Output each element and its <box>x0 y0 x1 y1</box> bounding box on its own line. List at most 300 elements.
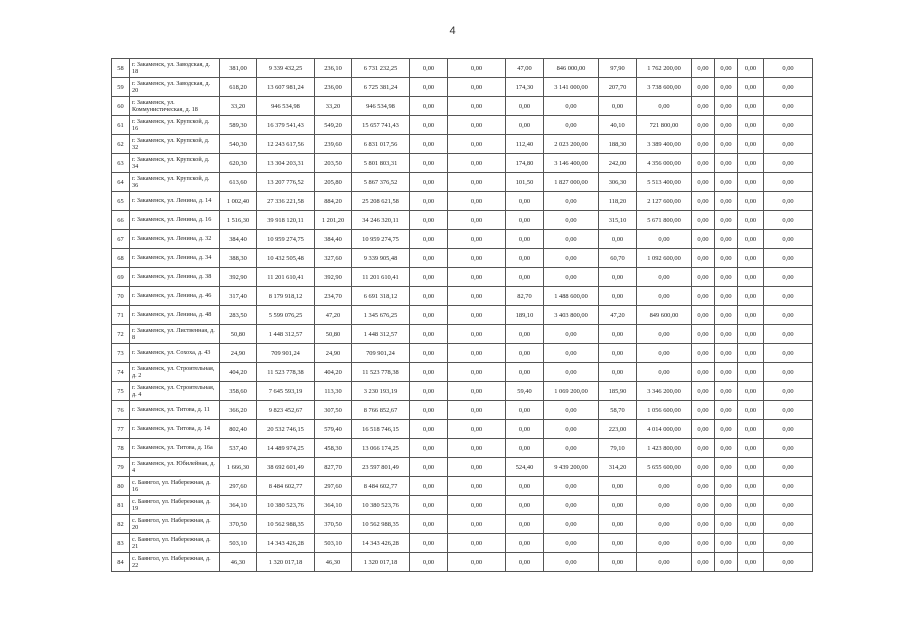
total-area-cell: 297,60 <box>220 477 257 496</box>
row-number-cell: 66 <box>112 211 130 230</box>
area-4-cell: 0,00 <box>599 534 637 553</box>
row-number-cell: 73 <box>112 344 130 363</box>
cost-1-cell: 13 066 174,25 <box>352 439 410 458</box>
row-number-cell: 69 <box>112 268 130 287</box>
cost-4-cell: 0,00 <box>637 325 692 344</box>
area-2-cell: 0,00 <box>410 230 448 249</box>
table-row <box>112 420 813 439</box>
value-11-cell: 0,00 <box>692 515 715 534</box>
value-14-cell: 0,00 <box>764 420 813 439</box>
value-12-cell: 0,00 <box>715 268 738 287</box>
row-number-cell: 82 <box>112 515 130 534</box>
value-11-cell: 0,00 <box>692 477 715 496</box>
cost-4-cell: 3 738 600,00 <box>637 78 692 97</box>
area-3-cell: 174,80 <box>506 154 544 173</box>
area-4-cell: 97,90 <box>599 59 637 78</box>
area-2-cell: 0,00 <box>410 173 448 192</box>
total-cost-cell: 946 534,98 <box>257 97 315 116</box>
value-13-cell: 0,00 <box>738 344 764 363</box>
table-row <box>112 249 813 268</box>
cost-4-cell: 1 056 600,00 <box>637 401 692 420</box>
table-row <box>112 135 813 154</box>
area-4-cell: 0,00 <box>599 344 637 363</box>
cost-4-cell: 0,00 <box>637 363 692 382</box>
value-12-cell: 0,00 <box>715 97 738 116</box>
total-cost-cell: 11 201 610,41 <box>257 268 315 287</box>
cost-4-cell: 5 671 800,00 <box>637 211 692 230</box>
cost-1-cell: 8 484 602,77 <box>352 477 410 496</box>
cost-1-cell: 6 831 017,56 <box>352 135 410 154</box>
area-3-cell: 0,00 <box>506 477 544 496</box>
area-1-cell: 327,60 <box>315 249 352 268</box>
cost-2-cell: 0,00 <box>448 135 506 154</box>
row-number-cell: 58 <box>112 59 130 78</box>
value-12-cell: 0,00 <box>715 344 738 363</box>
table-row <box>112 515 813 534</box>
value-11-cell: 0,00 <box>692 268 715 287</box>
area-4-cell: 185,90 <box>599 382 637 401</box>
row-number-cell: 65 <box>112 192 130 211</box>
cost-2-cell: 0,00 <box>448 230 506 249</box>
value-14-cell: 0,00 <box>764 439 813 458</box>
value-14-cell: 0,00 <box>764 477 813 496</box>
address-cell: г. Закаменск, ул. Лиственная, д. 8 <box>130 325 220 344</box>
total-cost-cell: 20 532 746,15 <box>257 420 315 439</box>
table-row <box>112 325 813 344</box>
value-14-cell: 0,00 <box>764 553 813 572</box>
cost-1-cell: 23 597 801,49 <box>352 458 410 477</box>
cost-4-cell: 5 655 600,00 <box>637 458 692 477</box>
value-14-cell: 0,00 <box>764 401 813 420</box>
total-cost-cell: 1 320 017,18 <box>257 553 315 572</box>
value-12-cell: 0,00 <box>715 230 738 249</box>
total-cost-cell: 14 343 426,28 <box>257 534 315 553</box>
area-2-cell: 0,00 <box>410 97 448 116</box>
address-cell: с. Баянгол, ул. Набережная, д. 22 <box>130 553 220 572</box>
value-12-cell: 0,00 <box>715 59 738 78</box>
total-cost-cell: 14 489 974,25 <box>257 439 315 458</box>
cost-2-cell: 0,00 <box>448 382 506 401</box>
area-2-cell: 0,00 <box>410 553 448 572</box>
total-cost-cell: 8 179 918,12 <box>257 287 315 306</box>
area-4-cell: 207,70 <box>599 78 637 97</box>
cost-2-cell: 0,00 <box>448 173 506 192</box>
value-11-cell: 0,00 <box>692 59 715 78</box>
cost-1-cell: 1 448 312,57 <box>352 325 410 344</box>
cost-3-cell: 0,00 <box>544 534 599 553</box>
total-cost-cell: 13 304 203,31 <box>257 154 315 173</box>
total-area-cell: 366,20 <box>220 401 257 420</box>
cost-4-cell: 3 346 200,00 <box>637 382 692 401</box>
row-number-cell: 62 <box>112 135 130 154</box>
cost-2-cell: 0,00 <box>448 211 506 230</box>
cost-4-cell: 0,00 <box>637 496 692 515</box>
row-number-cell: 70 <box>112 287 130 306</box>
cost-1-cell: 10 380 523,76 <box>352 496 410 515</box>
cost-4-cell: 1 762 200,00 <box>637 59 692 78</box>
value-12-cell: 0,00 <box>715 477 738 496</box>
area-1-cell: 827,70 <box>315 458 352 477</box>
value-13-cell: 0,00 <box>738 173 764 192</box>
total-cost-cell: 38 692 601,49 <box>257 458 315 477</box>
cost-3-cell: 0,00 <box>544 553 599 572</box>
area-3-cell: 0,00 <box>506 515 544 534</box>
address-cell: г. Закаменск, ул. Строительная, д. 2 <box>130 363 220 382</box>
area-1-cell: 50,80 <box>315 325 352 344</box>
total-area-cell: 24,90 <box>220 344 257 363</box>
address-cell: г. Закаменск, ул. Крупской, д. 36 <box>130 173 220 192</box>
address-cell: г. Закаменск, ул. Строительная, д. 4 <box>130 382 220 401</box>
cost-1-cell: 11 523 778,38 <box>352 363 410 382</box>
area-1-cell: 370,50 <box>315 515 352 534</box>
row-number-cell: 63 <box>112 154 130 173</box>
cost-4-cell: 0,00 <box>637 534 692 553</box>
address-cell: г. Закаменск, ул. Титова, д. 16а <box>130 439 220 458</box>
cost-4-cell: 0,00 <box>637 515 692 534</box>
value-13-cell: 0,00 <box>738 116 764 135</box>
table-row <box>112 306 813 325</box>
address-cell: г. Закаменск, ул. Ленина, д. 14 <box>130 192 220 211</box>
value-14-cell: 0,00 <box>764 192 813 211</box>
row-number-cell: 67 <box>112 230 130 249</box>
cost-4-cell: 0,00 <box>637 344 692 363</box>
row-number-cell: 81 <box>112 496 130 515</box>
cost-2-cell: 0,00 <box>448 363 506 382</box>
value-12-cell: 0,00 <box>715 249 738 268</box>
cost-4-cell: 3 389 400,00 <box>637 135 692 154</box>
table-row <box>112 496 813 515</box>
cost-3-cell: 0,00 <box>544 344 599 363</box>
row-number-cell: 72 <box>112 325 130 344</box>
address-cell: с. Баянгол, ул. Набережная, д. 19 <box>130 496 220 515</box>
value-11-cell: 0,00 <box>692 401 715 420</box>
cost-3-cell: 0,00 <box>544 249 599 268</box>
area-1-cell: 236,00 <box>315 78 352 97</box>
value-14-cell: 0,00 <box>764 325 813 344</box>
cost-4-cell: 0,00 <box>637 268 692 287</box>
cost-2-cell: 0,00 <box>448 268 506 287</box>
cost-1-cell: 14 343 426,28 <box>352 534 410 553</box>
value-14-cell: 0,00 <box>764 173 813 192</box>
total-area-cell: 384,40 <box>220 230 257 249</box>
address-cell: г. Закаменск, ул. Сохоха, д. 43 <box>130 344 220 363</box>
row-number-cell: 59 <box>112 78 130 97</box>
table-row <box>112 382 813 401</box>
value-11-cell: 0,00 <box>692 458 715 477</box>
total-cost-cell: 13 207 776,52 <box>257 173 315 192</box>
value-12-cell: 0,00 <box>715 401 738 420</box>
area-1-cell: 46,30 <box>315 553 352 572</box>
value-14-cell: 0,00 <box>764 496 813 515</box>
value-13-cell: 0,00 <box>738 325 764 344</box>
total-area-cell: 33,20 <box>220 97 257 116</box>
table-row <box>112 344 813 363</box>
cost-2-cell: 0,00 <box>448 477 506 496</box>
value-14-cell: 0,00 <box>764 135 813 154</box>
total-area-cell: 620,30 <box>220 154 257 173</box>
value-14-cell: 0,00 <box>764 154 813 173</box>
cost-3-cell: 0,00 <box>544 116 599 135</box>
cost-1-cell: 10 562 988,35 <box>352 515 410 534</box>
total-cost-cell: 10 432 505,48 <box>257 249 315 268</box>
row-number-cell: 60 <box>112 97 130 116</box>
area-3-cell: 82,70 <box>506 287 544 306</box>
area-4-cell: 60,70 <box>599 249 637 268</box>
total-area-cell: 50,80 <box>220 325 257 344</box>
area-4-cell: 40,10 <box>599 116 637 135</box>
area-4-cell: 188,30 <box>599 135 637 154</box>
area-1-cell: 236,10 <box>315 59 352 78</box>
value-11-cell: 0,00 <box>692 420 715 439</box>
area-3-cell: 47,00 <box>506 59 544 78</box>
cost-2-cell: 0,00 <box>448 534 506 553</box>
area-1-cell: 24,90 <box>315 344 352 363</box>
area-1-cell: 458,30 <box>315 439 352 458</box>
cost-3-cell: 3 403 800,00 <box>544 306 599 325</box>
cost-2-cell: 0,00 <box>448 420 506 439</box>
area-3-cell: 0,00 <box>506 344 544 363</box>
row-number-cell: 84 <box>112 553 130 572</box>
area-2-cell: 0,00 <box>410 249 448 268</box>
cost-3-cell: 3 146 400,00 <box>544 154 599 173</box>
area-2-cell: 0,00 <box>410 363 448 382</box>
total-cost-cell: 1 448 312,57 <box>257 325 315 344</box>
table-row <box>112 154 813 173</box>
address-cell: г. Закаменск, ул. Заводская, д. 18 <box>130 59 220 78</box>
address-cell: с. Баянгол, ул. Набережная, д. 20 <box>130 515 220 534</box>
cost-4-cell: 5 513 400,00 <box>637 173 692 192</box>
total-area-cell: 46,30 <box>220 553 257 572</box>
area-1-cell: 297,60 <box>315 477 352 496</box>
cost-2-cell: 0,00 <box>448 515 506 534</box>
table-row <box>112 534 813 553</box>
area-3-cell: 0,00 <box>506 230 544 249</box>
value-13-cell: 0,00 <box>738 458 764 477</box>
value-13-cell: 0,00 <box>738 382 764 401</box>
area-4-cell: 0,00 <box>599 515 637 534</box>
value-13-cell: 0,00 <box>738 192 764 211</box>
value-13-cell: 0,00 <box>738 97 764 116</box>
total-area-cell: 404,20 <box>220 363 257 382</box>
cost-3-cell: 2 023 200,00 <box>544 135 599 154</box>
table-row <box>112 477 813 496</box>
cost-4-cell: 0,00 <box>637 553 692 572</box>
address-cell: с. Баянгол, ул. Набережная, д. 16 <box>130 477 220 496</box>
total-cost-cell: 10 562 988,35 <box>257 515 315 534</box>
value-11-cell: 0,00 <box>692 230 715 249</box>
total-cost-cell: 9 339 432,25 <box>257 59 315 78</box>
table-row <box>112 192 813 211</box>
value-12-cell: 0,00 <box>715 325 738 344</box>
area-4-cell: 0,00 <box>599 268 637 287</box>
cost-3-cell: 0,00 <box>544 363 599 382</box>
value-11-cell: 0,00 <box>692 363 715 382</box>
table-row <box>112 458 813 477</box>
value-11-cell: 0,00 <box>692 382 715 401</box>
total-cost-cell: 13 607 981,24 <box>257 78 315 97</box>
area-4-cell: 0,00 <box>599 477 637 496</box>
address-cell: г. Закаменск, ул. Заводская, д. 20 <box>130 78 220 97</box>
area-2-cell: 0,00 <box>410 306 448 325</box>
value-14-cell: 0,00 <box>764 116 813 135</box>
cost-4-cell: 0,00 <box>637 287 692 306</box>
value-12-cell: 0,00 <box>715 116 738 135</box>
address-cell: г. Закаменск, ул. Ленина, д. 38 <box>130 268 220 287</box>
cost-3-cell: 0,00 <box>544 97 599 116</box>
value-12-cell: 0,00 <box>715 439 738 458</box>
value-11-cell: 0,00 <box>692 78 715 97</box>
row-number-cell: 80 <box>112 477 130 496</box>
area-2-cell: 0,00 <box>410 344 448 363</box>
value-14-cell: 0,00 <box>764 287 813 306</box>
cost-3-cell: 1 069 200,00 <box>544 382 599 401</box>
table-row <box>112 401 813 420</box>
value-12-cell: 0,00 <box>715 458 738 477</box>
area-4-cell: 306,30 <box>599 173 637 192</box>
value-13-cell: 0,00 <box>738 439 764 458</box>
area-2-cell: 0,00 <box>410 287 448 306</box>
total-area-cell: 283,50 <box>220 306 257 325</box>
address-cell: г. Закаменск, ул. Крупской, д. 34 <box>130 154 220 173</box>
area-4-cell: 242,00 <box>599 154 637 173</box>
cost-1-cell: 946 534,98 <box>352 97 410 116</box>
total-area-cell: 1 516,30 <box>220 211 257 230</box>
area-1-cell: 205,80 <box>315 173 352 192</box>
value-13-cell: 0,00 <box>738 135 764 154</box>
area-3-cell: 0,00 <box>506 97 544 116</box>
value-13-cell: 0,00 <box>738 401 764 420</box>
value-13-cell: 0,00 <box>738 496 764 515</box>
cost-3-cell: 0,00 <box>544 420 599 439</box>
cost-1-cell: 6 731 232,25 <box>352 59 410 78</box>
area-2-cell: 0,00 <box>410 458 448 477</box>
area-2-cell: 0,00 <box>410 382 448 401</box>
value-11-cell: 0,00 <box>692 534 715 553</box>
row-number-cell: 79 <box>112 458 130 477</box>
address-cell: г. Закаменск, ул. Крупской, д. 32 <box>130 135 220 154</box>
table-row <box>112 268 813 287</box>
area-3-cell: 0,00 <box>506 534 544 553</box>
area-3-cell: 189,10 <box>506 306 544 325</box>
area-4-cell: 47,20 <box>599 306 637 325</box>
value-14-cell: 0,00 <box>764 534 813 553</box>
area-2-cell: 0,00 <box>410 420 448 439</box>
cost-1-cell: 34 246 320,11 <box>352 211 410 230</box>
area-4-cell: 0,00 <box>599 325 637 344</box>
total-area-cell: 1 002,40 <box>220 192 257 211</box>
cost-1-cell: 25 208 621,58 <box>352 192 410 211</box>
cost-1-cell: 10 959 274,75 <box>352 230 410 249</box>
value-11-cell: 0,00 <box>692 249 715 268</box>
value-13-cell: 0,00 <box>738 78 764 97</box>
value-13-cell: 0,00 <box>738 59 764 78</box>
value-14-cell: 0,00 <box>764 249 813 268</box>
area-4-cell: 223,00 <box>599 420 637 439</box>
area-2-cell: 0,00 <box>410 59 448 78</box>
value-12-cell: 0,00 <box>715 135 738 154</box>
value-12-cell: 0,00 <box>715 78 738 97</box>
area-2-cell: 0,00 <box>410 515 448 534</box>
value-13-cell: 0,00 <box>738 249 764 268</box>
total-area-cell: 589,30 <box>220 116 257 135</box>
area-3-cell: 0,00 <box>506 325 544 344</box>
cost-2-cell: 0,00 <box>448 287 506 306</box>
area-1-cell: 884,20 <box>315 192 352 211</box>
address-cell: г. Закаменск, ул. Ленина, д. 32 <box>130 230 220 249</box>
value-11-cell: 0,00 <box>692 287 715 306</box>
address-cell: с. Баянгол, ул. Набережная, д. 21 <box>130 534 220 553</box>
value-14-cell: 0,00 <box>764 363 813 382</box>
value-11-cell: 0,00 <box>692 553 715 572</box>
value-12-cell: 0,00 <box>715 306 738 325</box>
cost-4-cell: 0,00 <box>637 230 692 249</box>
value-11-cell: 0,00 <box>692 325 715 344</box>
area-3-cell: 0,00 <box>506 192 544 211</box>
area-3-cell: 101,50 <box>506 173 544 192</box>
total-cost-cell: 27 336 221,58 <box>257 192 315 211</box>
value-14-cell: 0,00 <box>764 382 813 401</box>
area-3-cell: 0,00 <box>506 439 544 458</box>
total-cost-cell: 10 959 274,75 <box>257 230 315 249</box>
area-1-cell: 203,50 <box>315 154 352 173</box>
row-number-cell: 61 <box>112 116 130 135</box>
cost-2-cell: 0,00 <box>448 325 506 344</box>
total-area-cell: 392,90 <box>220 268 257 287</box>
value-11-cell: 0,00 <box>692 496 715 515</box>
area-4-cell: 0,00 <box>599 496 637 515</box>
cost-4-cell: 721 800,00 <box>637 116 692 135</box>
value-12-cell: 0,00 <box>715 192 738 211</box>
cost-2-cell: 0,00 <box>448 496 506 515</box>
table-row <box>112 97 813 116</box>
value-11-cell: 0,00 <box>692 97 715 116</box>
area-4-cell: 0,00 <box>599 363 637 382</box>
cost-1-cell: 11 201 610,41 <box>352 268 410 287</box>
area-3-cell: 112,40 <box>506 135 544 154</box>
cost-4-cell: 2 127 600,00 <box>637 192 692 211</box>
area-3-cell: 0,00 <box>506 401 544 420</box>
row-number-cell: 78 <box>112 439 130 458</box>
row-number-cell: 76 <box>112 401 130 420</box>
cost-3-cell: 0,00 <box>544 496 599 515</box>
cost-3-cell: 0,00 <box>544 268 599 287</box>
value-14-cell: 0,00 <box>764 97 813 116</box>
cost-2-cell: 0,00 <box>448 154 506 173</box>
total-area-cell: 364,10 <box>220 496 257 515</box>
area-1-cell: 113,30 <box>315 382 352 401</box>
area-2-cell: 0,00 <box>410 192 448 211</box>
value-13-cell: 0,00 <box>738 553 764 572</box>
table-body <box>112 59 813 572</box>
cost-2-cell: 0,00 <box>448 401 506 420</box>
cost-1-cell: 9 339 905,48 <box>352 249 410 268</box>
cost-4-cell: 0,00 <box>637 97 692 116</box>
address-cell: г. Закаменск, ул. Ленина, д. 46 <box>130 287 220 306</box>
area-3-cell: 0,00 <box>506 211 544 230</box>
value-11-cell: 0,00 <box>692 306 715 325</box>
area-1-cell: 47,20 <box>315 306 352 325</box>
value-13-cell: 0,00 <box>738 268 764 287</box>
cost-3-cell: 0,00 <box>544 439 599 458</box>
cost-3-cell: 0,00 <box>544 211 599 230</box>
cost-2-cell: 0,00 <box>448 458 506 477</box>
cost-1-cell: 3 230 193,19 <box>352 382 410 401</box>
cost-2-cell: 0,00 <box>448 116 506 135</box>
cost-4-cell: 4 356 000,00 <box>637 154 692 173</box>
cost-1-cell: 709 901,24 <box>352 344 410 363</box>
cost-3-cell: 1 488 600,00 <box>544 287 599 306</box>
area-1-cell: 579,40 <box>315 420 352 439</box>
